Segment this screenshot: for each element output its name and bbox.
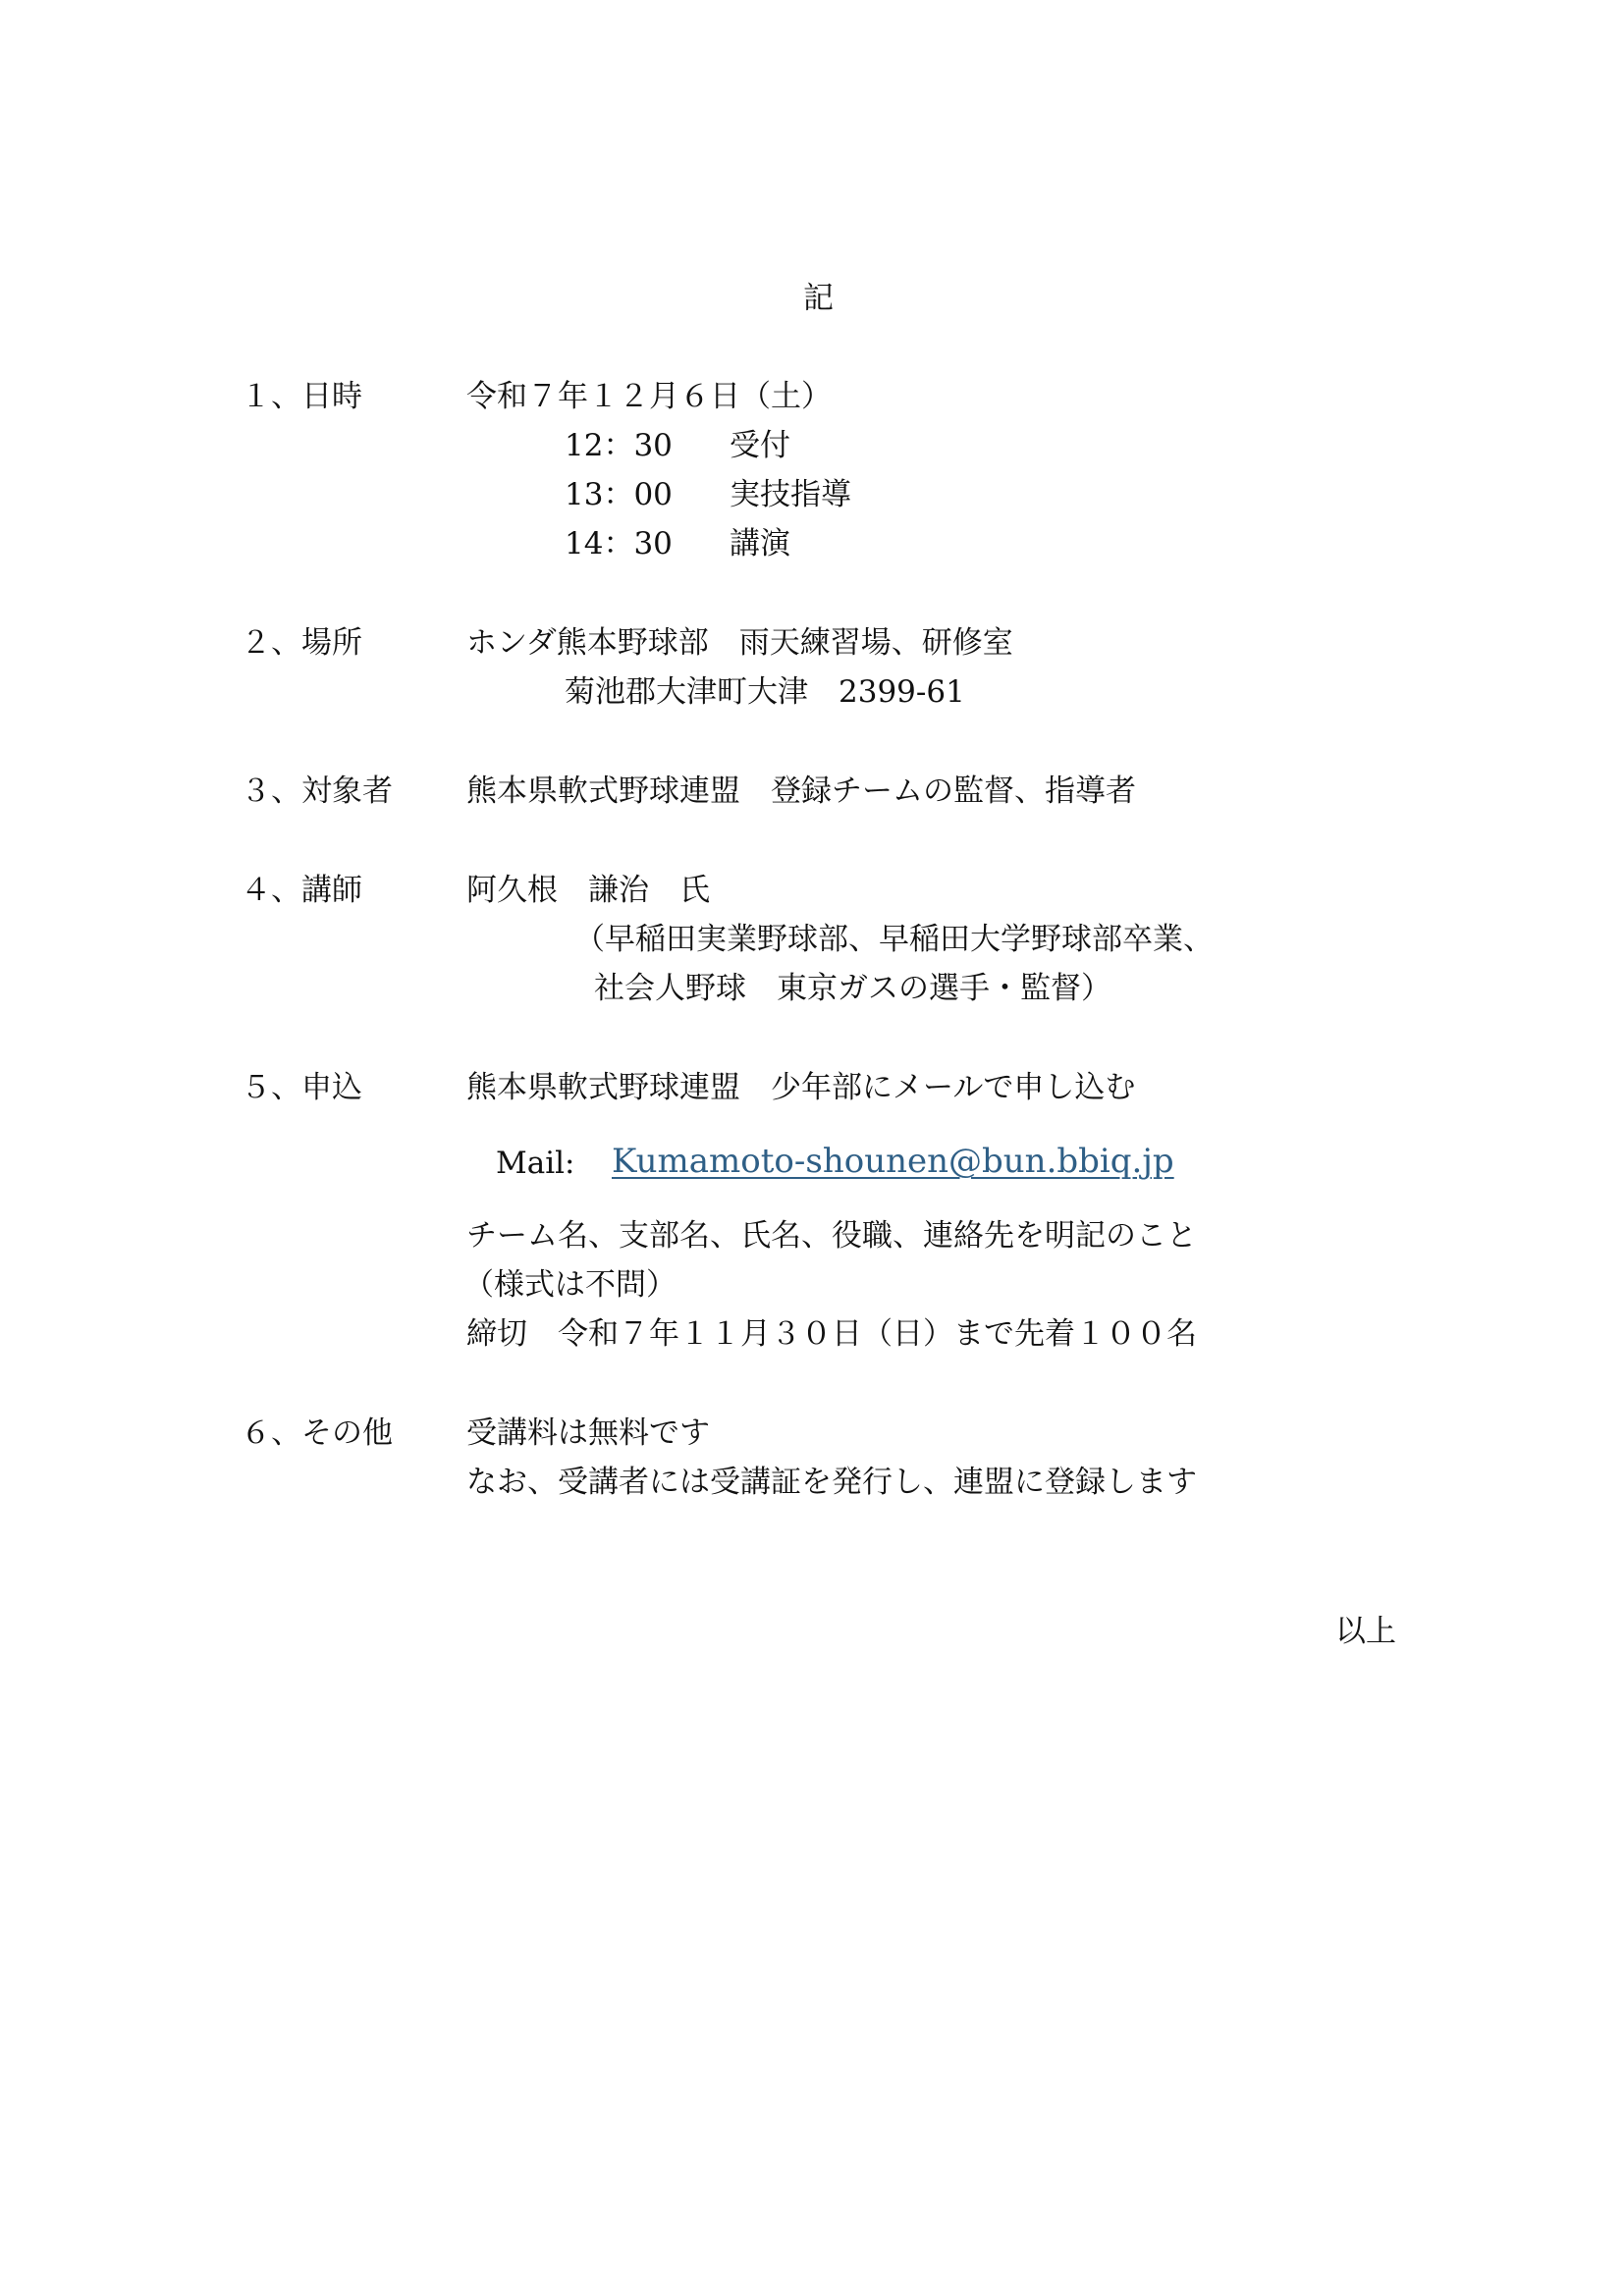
- mail-address-link[interactable]: Kumamoto-shounen@bun.bbiq.jp: [612, 1142, 1174, 1181]
- item-5-deadline: 締切 令和７年１１月３０日（日）まで先着１００名: [466, 1316, 1197, 1352]
- item-6-certificate: なお、受講者には受講証を発行し、連盟に登録します: [466, 1465, 1197, 1500]
- item-2-address: 菊池郡大津町大津 2399-61: [565, 674, 965, 710]
- item-6-fee: 受講料は無料です: [466, 1415, 710, 1451]
- item-2-venue: ホンダ熊本野球部 雨天練習場、研修室: [466, 625, 1013, 661]
- schedule-time-3: 14：30: [565, 526, 673, 561]
- item-4-lecturer: 阿久根 謙治 氏: [466, 873, 710, 908]
- item-5-apply: 熊本県軟式野球連盟 少年部にメールで申し込む: [466, 1070, 1136, 1105]
- schedule-time-2: 13：00: [565, 477, 673, 512]
- item-3-target: 熊本県軟式野球連盟 登録チームの監督、指導者: [466, 774, 1136, 809]
- item-4-bio-1: （早稲田実業野球部、早稲田大学野球部卒業、: [574, 922, 1214, 957]
- schedule-event-3: 講演: [730, 526, 790, 561]
- item-4-number: ４、講師: [241, 873, 362, 908]
- item-4-bio-2: 社会人野球 東京ガスの選手・監督）: [594, 971, 1111, 1006]
- schedule-time-1: 12：30: [565, 428, 673, 463]
- mail-label: Mail:: [496, 1146, 575, 1181]
- closing-text: 以上: [1335, 1614, 1396, 1649]
- item-1-number: １、日時: [241, 379, 362, 414]
- item-5-format-note: （様式は不問）: [463, 1267, 677, 1303]
- item-5-number: ５、申込: [241, 1070, 362, 1105]
- item-1-date: 令和７年１２月６日（土）: [466, 379, 832, 414]
- item-6-number: ６、その他: [241, 1415, 393, 1451]
- section-heading: 記: [803, 281, 834, 316]
- item-5-requirements: チーム名、支部名、氏名、役職、連絡先を明記のこと: [466, 1218, 1197, 1254]
- item-3-number: ３、対象者: [241, 774, 393, 809]
- schedule-event-2: 実技指導: [730, 477, 851, 512]
- schedule-event-1: 受付: [730, 428, 790, 463]
- item-2-number: ２、場所: [241, 625, 362, 661]
